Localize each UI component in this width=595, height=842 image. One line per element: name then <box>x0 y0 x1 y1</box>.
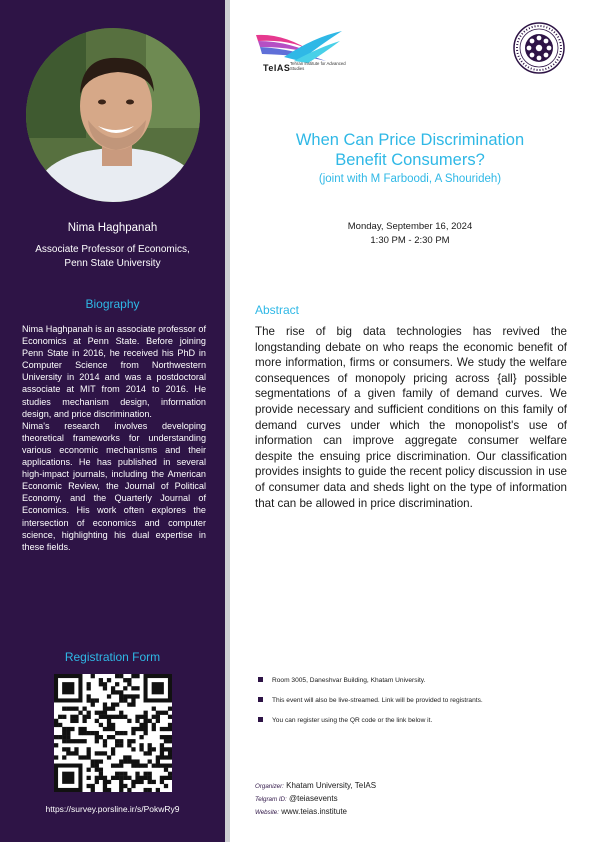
biography-paragraph-2: Nima's research involves developing theoretical frameworks for understanding various economic mechanisms and their applications. He has published in several high-impact journals, including the American Economic Review, the Journal of Political Economy, and the Quarterly Journal of Economics. His work often explores the intersection of economics and computer science, highlighting his dual expertise in these fields. <box>22 420 206 552</box>
khatam-university-seal-icon <box>513 22 565 74</box>
event-subtitle: (joint with M Farboodi, A Shourideh) <box>318 173 502 185</box>
qr-code-image <box>54 674 172 792</box>
event-time: 1:30 PM - 2:30 PM <box>370 235 450 246</box>
biography-heading: Biography <box>85 297 140 311</box>
speaker-name: Nima Haghpanah <box>67 222 158 234</box>
speaker-photo <box>26 28 200 202</box>
abstract-text: The rise of big data technologies has revived the longstanding debate on who reaps the economic benefit of more information, firms or consumers. We study the welfare consequences of monopoly pricing across {all} possible segmentations of a given family of demand curves. We provide necessary and sufficient conditions on this family of demand curves under which the monopolist's use of information can improve aggregate consumer welfare despite the ensuing price discrimination. Our classification provides insights to guide the recent policy discussion in use of consumer data and sheds light on the type of information that can be allowed in price discrimination. <box>255 325 567 510</box>
speaker-title <box>20 243 205 271</box>
event-date: Monday, September 16, 2024 <box>347 221 473 232</box>
info-location: Room 3005, Daneshvar Building, Khatam University. <box>258 676 578 685</box>
abstract-heading: Abstract <box>255 303 300 317</box>
teias-logo-wordmark: TeIAS <box>263 63 291 73</box>
teias-logo-subtitle: Tehran Institute for Advanced Studies <box>290 61 346 71</box>
speaker-title-line1: Associate Professor of Economics, <box>35 244 190 255</box>
telegram-id-link[interactable]: @teiasevents <box>288 794 338 803</box>
event-title-line2: Benefit Consumers? <box>335 151 485 169</box>
sidebar-divider-stripe <box>225 0 230 842</box>
telegram-line: Telgram ID: @teiasevents <box>255 794 338 803</box>
speaker-sidebar <box>0 0 225 842</box>
biography-paragraph-1: Nima Haghpanah is an associate professor of Economics at Penn State. Before joining Penn State in 2016, he received his PhD in Computer Science from Northwestern University in 2014 and was a postdoctoral associate at MIT from 2014 to 2016. He studies mechanism design, information design, and price discrimination. <box>22 324 206 419</box>
info-register: You can register using the QR code or the link below it. <box>258 716 578 725</box>
event-info-list <box>258 676 578 736</box>
event-datetime <box>305 220 515 248</box>
speaker-portrait-image <box>26 28 200 202</box>
website-line: Website: www.teias.institute <box>255 807 348 816</box>
speaker-title-line2: Penn State University <box>64 258 161 269</box>
square-bullet-icon <box>258 717 263 722</box>
info-livestream: This event will also be live-streamed. Link will be provided to registrants. <box>258 696 578 705</box>
square-bullet-icon <box>258 677 263 682</box>
organizer-line: Organizer: Khatam University, TeIAS <box>255 781 377 790</box>
registration-qr-code[interactable] <box>54 674 172 792</box>
organizer-block <box>255 780 376 819</box>
website-link[interactable]: www.teias.institute <box>281 807 348 816</box>
biography-text <box>22 323 206 553</box>
event-title <box>235 130 585 170</box>
registration-link[interactable]: https://survey.porsline.ir/s/PokwRy9 <box>45 804 180 814</box>
square-bullet-icon <box>258 697 263 702</box>
registration-heading: Registration Form <box>64 650 161 664</box>
event-title-line1: When Can Price Discrimination <box>295 131 525 149</box>
